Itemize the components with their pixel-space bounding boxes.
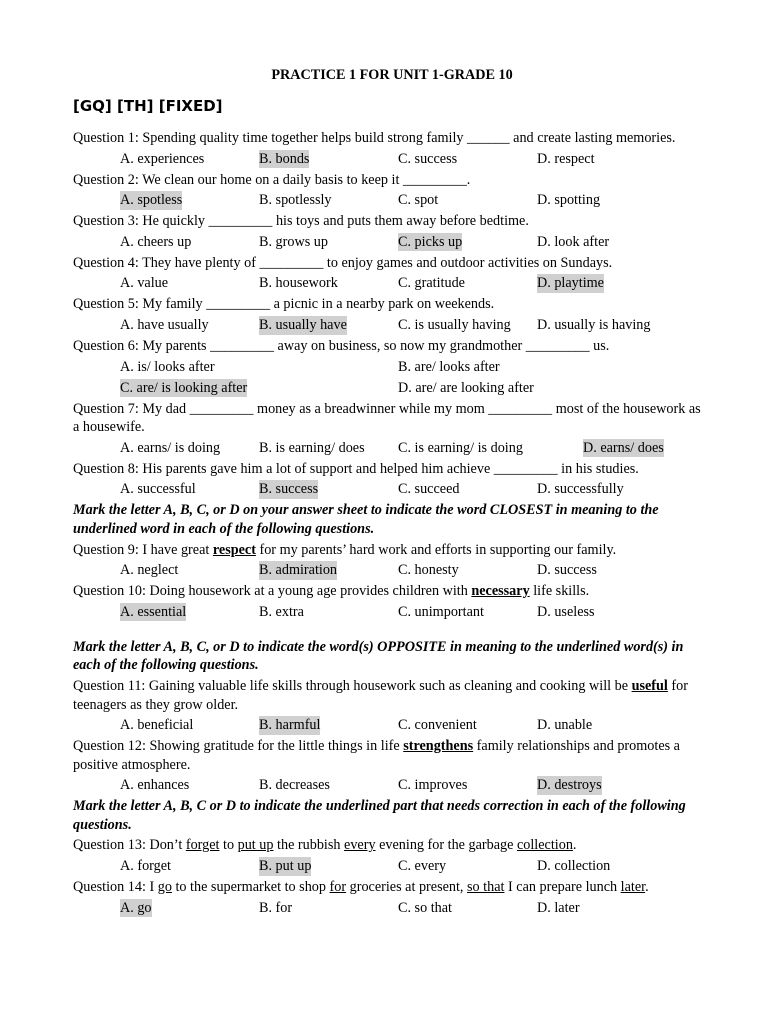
option-b: B. decreases xyxy=(259,777,330,794)
question-text: Question 1: Spending quality time together helps build strong family ______ and create lasting memories. xyxy=(73,130,676,146)
question-text: Question 14: I go to the supermarket to shop for groceries at present, so that I can prepare lunch later. xyxy=(73,879,649,896)
question-block xyxy=(73,336,708,399)
question-block xyxy=(73,128,708,170)
options-row xyxy=(73,715,708,736)
option-a: A. have usually xyxy=(120,316,209,333)
option-c-answer: C. picks up xyxy=(398,233,463,250)
option-d: D. successfully xyxy=(537,481,624,498)
keyword: useful xyxy=(631,677,668,694)
option-c: C. spot xyxy=(398,192,439,209)
option-b: B. grows up xyxy=(259,233,328,250)
question-text: Question 9: I have great respect for my parents’ hard work and efforts in supporting our family. xyxy=(73,541,617,558)
question-text: Question 3: He quickly _________ his toys and puts them away before bedtime. xyxy=(73,213,529,230)
options-row xyxy=(73,232,708,253)
option-b-answer: B. put up xyxy=(259,858,312,875)
option-c: C. gratitude xyxy=(398,275,465,292)
instruction-opposite: Mark the letter A, B, C, or D to indicate the word(s) OPPOSITE in meaning to the underlined word(s) in each of the following questions. xyxy=(73,638,684,674)
option-b: B. housework xyxy=(259,275,338,292)
options-row xyxy=(73,315,708,336)
question-list xyxy=(73,128,708,919)
option-d-answer: D. earns/ does xyxy=(583,439,664,456)
question-block xyxy=(73,211,708,253)
question-text: Question 8: His parents gave him a lot of support and helped him achieve _________ in his studies. xyxy=(73,460,639,477)
option-c: C. improves xyxy=(398,777,468,794)
option-d: D. unable xyxy=(537,717,593,734)
option-d: D. look after xyxy=(537,233,610,250)
option-c: C. succeed xyxy=(398,481,460,498)
option-c: C. is usually having xyxy=(398,316,511,333)
option-a: A. earns/ is doing xyxy=(120,439,221,456)
option-b-answer: B. harmful xyxy=(259,717,321,734)
question-text: Question 13: Don’t forget to put up the rubbish every evening for the garbage collection. xyxy=(73,837,577,854)
options-row xyxy=(73,560,708,581)
option-b: B. is earning/ does xyxy=(259,439,365,456)
option-d: D. useless xyxy=(537,603,595,620)
option-c: C. every xyxy=(398,858,447,875)
option-a: A. is/ looks after xyxy=(120,358,215,375)
question-text: Question 10: Doing housework at a young age provides children with necessary life skills. xyxy=(73,583,590,600)
option-a: A. cheers up xyxy=(120,233,192,250)
options-row xyxy=(73,479,708,500)
options-row xyxy=(73,775,708,796)
option-a-answer: A. go xyxy=(120,899,152,916)
option-b: B. extra xyxy=(259,603,304,620)
option-b: B. spotlessly xyxy=(259,192,332,209)
question-block xyxy=(73,835,708,877)
option-c: C. convenient xyxy=(398,717,477,734)
option-a: A. beneficial xyxy=(120,717,194,734)
question-text: Question 6: My parents _________ away on business, so now my grandmother _________ us. xyxy=(73,337,610,354)
keyword: strengthens xyxy=(403,738,474,755)
question-text: Question 5: My family _________ a picnic in a nearby park on weekends. xyxy=(73,296,495,313)
question-block xyxy=(73,399,708,459)
question-block xyxy=(73,459,708,501)
option-d: D. spotting xyxy=(537,192,601,209)
option-c: C. honesty xyxy=(398,562,459,579)
option-a: A. experiences xyxy=(120,150,205,167)
question-block xyxy=(73,294,708,336)
option-d: D. are/ are looking after xyxy=(398,379,534,396)
instruction-closest: Mark the letter A, B, C, or D on your answer sheet to indicate the word CLOSEST in meaning to the underlined word in each of the following questions. xyxy=(73,502,659,537)
question-block xyxy=(73,540,708,582)
option-d-answer: D. destroys xyxy=(537,777,602,794)
option-d: D. success xyxy=(537,562,597,579)
option-a: A. neglect xyxy=(120,562,179,579)
option-a: A. enhances xyxy=(120,777,190,794)
instruction-correction: Mark the letter A, B, C or D to indicate the underlined part that needs correction in each of the following questions. xyxy=(73,798,686,833)
question-block xyxy=(73,736,708,796)
option-b-answer: B. bonds xyxy=(259,150,310,167)
option-c: C. is earning/ is doing xyxy=(398,439,523,456)
options-row xyxy=(73,438,708,459)
question-block xyxy=(73,877,708,919)
options-row xyxy=(73,149,708,170)
option-b-answer: B. admiration xyxy=(259,562,338,579)
keyword: necessary xyxy=(471,583,530,600)
question-text: Question 12: Showing gratitude for the little things in life strengthens family relationships and promotes a positive atmosphere. xyxy=(73,738,680,773)
option-d: D. collection xyxy=(537,858,611,875)
option-c: C. so that xyxy=(398,899,452,916)
option-d: D. usually is having xyxy=(537,316,651,333)
options-row xyxy=(73,357,708,399)
option-b: B. for xyxy=(259,899,293,916)
tag-line: [GQ] [TH] [FIXED] xyxy=(73,97,223,115)
option-b-answer: B. success xyxy=(259,481,319,498)
option-a-answer: A. essential xyxy=(120,603,187,620)
spacer xyxy=(73,623,708,637)
options-row xyxy=(73,190,708,211)
keyword: respect xyxy=(212,541,256,558)
question-block xyxy=(73,170,708,212)
question-text: Question 2: We clean our home on a daily basis to keep it _________. xyxy=(73,171,471,188)
question-text: Question 4: They have plenty of _________ to enjoy games and outdoor activities on Sundays. xyxy=(73,254,613,271)
option-a-answer: A. spotless xyxy=(120,192,183,209)
options-row xyxy=(73,602,708,623)
page-title: PRACTICE 1 FOR UNIT 1-GRADE 10 xyxy=(271,67,513,83)
question-block xyxy=(73,676,708,736)
option-c: C. success xyxy=(398,150,458,167)
question-block xyxy=(73,253,708,295)
question-block xyxy=(73,581,708,623)
option-a: A. forget xyxy=(120,858,171,875)
options-row xyxy=(73,273,708,294)
option-d-answer: D. playtime xyxy=(537,275,604,292)
option-d: D. later xyxy=(537,899,580,916)
options-row xyxy=(73,856,708,877)
option-c: C. unimportant xyxy=(398,603,484,620)
option-a: A. successful xyxy=(120,481,196,498)
option-a: A. value xyxy=(120,275,169,292)
question-text: Question 7: My dad _________ money as a breadwinner while my mom _________ most of the housework as a housewife. xyxy=(73,400,701,436)
option-b-answer: B. usually have xyxy=(259,316,347,333)
option-c-answer: C. are/ is looking after xyxy=(120,379,248,396)
question-text: Question 11: Gaining valuable life skills through housework such as cleaning and cooking will be useful for teenagers as they grow older. xyxy=(73,677,688,713)
option-d: D. respect xyxy=(537,150,595,167)
options-row xyxy=(73,898,708,919)
option-b: B. are/ looks after xyxy=(398,358,500,375)
